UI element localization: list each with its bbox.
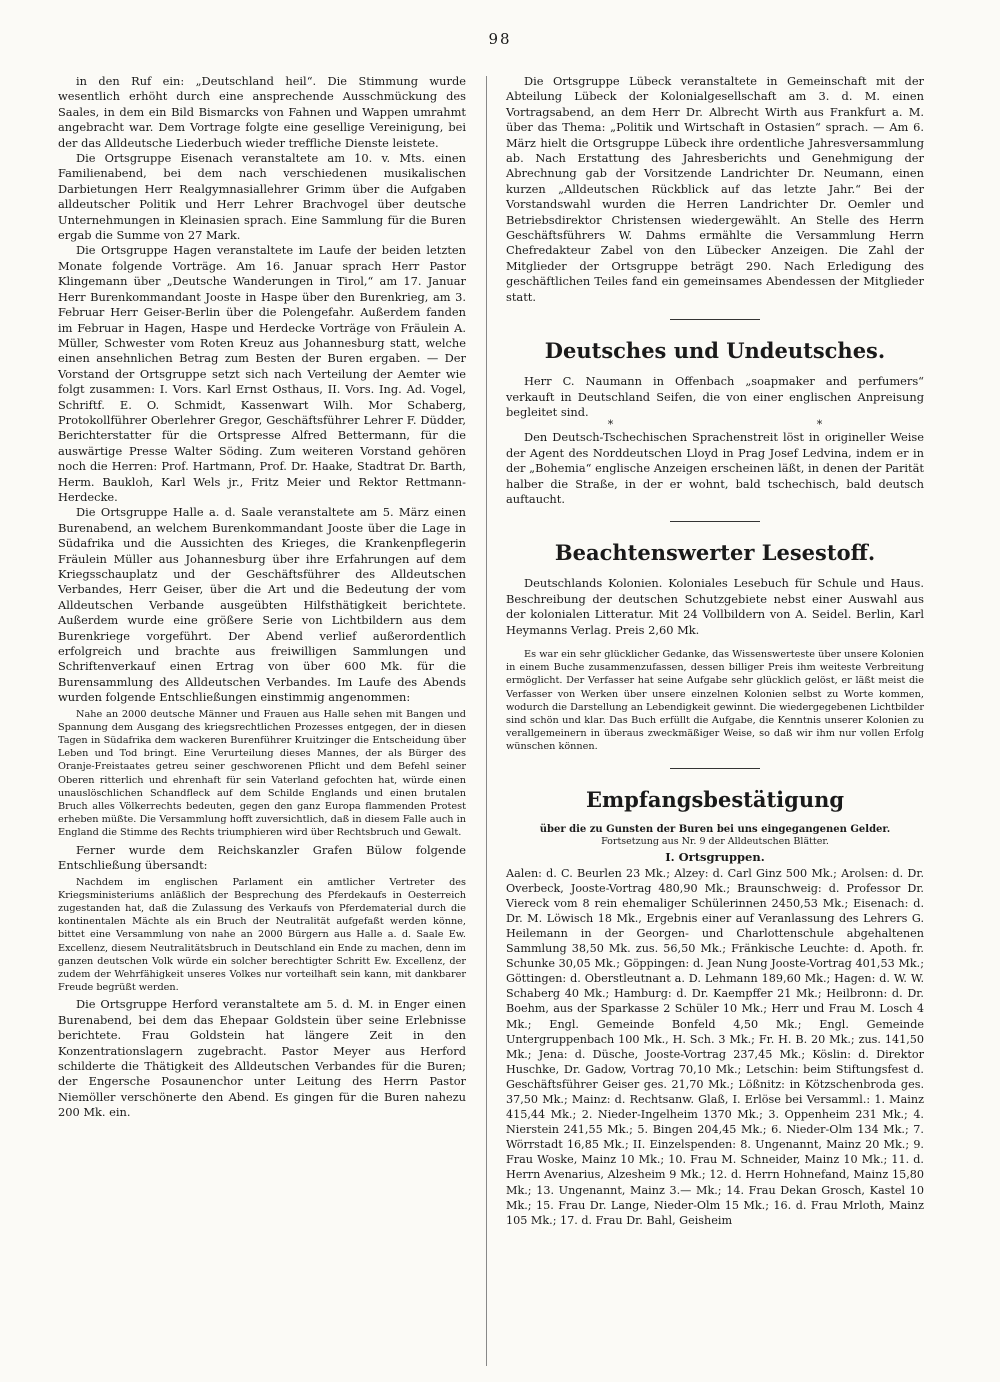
resolution-neutrality: Nachdem im englischen Parlament ein amtlicher Vertreter des Kriegsministeriums anläßlich der Besprechung des Pferdekaufs in Oesterreich zugestanden hat, daß die Zulassung des Verkaufs von Pferdematerial durch die kontinentalen Mächte als ein Bruch der Neutralität aufgefaßt werden könne, bittet eine Versammlung von nahe an 2000 Bürgern aus Halle a. d. Saale Ew. Excellenz, diesem Neutralitätsbruch in Deutschland ein Ende zu machen, denn im ganzen deutschen Volk würde ein solcher berechtigter Schritt Ew. Excellenz, der zudem der Wehrfähigkeit unseres Volkes nur vorteilhaft sein kann, mit dankbarer Freude begrüßt werden. xyxy=(58,876,466,994)
paragraph-eisenach: Die Ortsgruppe Eisenach veranstaltete am 10. v. Mts. einen Familienabend, bei dem nach verschiedenen musikalischen Darbietungen Herr Realgymnasiallehrer Grimm über die Aufgaben alldeutscher Politik und Herr Lehrer Brachvogel über deutsche Unternehmungen in Kleinasien sprach. Eine Sammlung für die Buren ergab die Summe von 27 Mark. xyxy=(58,151,466,243)
paragraph-herford: Die Ortsgruppe Herford veranstaltete am 5. d. M. in Enger einen Burenabend, bei dem das Ehepaar Goldstein über seine Erlebnisse berichtete. Frau Goldstein hat längere Zeit in den Konzentrationslagern zugebracht. Pastor Meyer aus Herford schilderte die Thätigkeit des Alldeutschen Verbandes für die Buren; der Engersche Posaunenchor unter Leitung des Herrn Pastor Niemöller verschönerte den Abend. Es gingen für die Buren nahezu 200 Mk. ein. xyxy=(58,997,466,1120)
column-divider xyxy=(486,76,487,1366)
paragraph-halle: Die Ortsgruppe Halle a. d. Saale veranstaltete am 5. März einen Burenabend, an welchem Burenkommandant Jooste über die Lage in Südafrika und die Aussichten des Krieges, die Krankenpflegerin Fräulein Müller aus Johannesburg über ihre Erfahrungen auf dem Kriegsschauplatz und der Geschäftsführer des Alldeutschen Verbandes, Herr Geiser, über die Art und die Bedeutung der vom Alldeutschen Verbande ausgeübten Hilfsthätigkeit berichtete. Außerdem wurde eine größere Serie von Lichtbildern aus dem Burenkriege vorgeführt. Der Abend verlief außerordentlich erfolgreich und brachte aus freiwilligen Sammlungen und Schriftenverkauf einen Ertrag von über 600 Mk. für die Burensammlung des Alldeutschen Verbandes. Im Laufe des Abends wurden folgende Entschließungen einstimmig angenommen: xyxy=(58,505,466,705)
section-label-ortsgruppen: I. Ortsgruppen. xyxy=(665,849,765,864)
heading-empfangsbestaetigung: Empfangsbestätigung xyxy=(585,786,845,812)
subheading-buren-gelder: über die zu Gunsten der Buren bei uns eingegangenen Gelder. xyxy=(539,823,891,835)
paragraph-luebeck: Die Ortsgruppe Lübeck veranstaltete in Gemeinschaft mit der Abteilung Lübeck der Kolonialgesellschaft am 3. d. M. einen Vortragsabend, an dem Herr Dr. Albrecht Wirth aus Frankfurt a. M. über das Thema: „Politik und Wirtschaft in Ostasien“ sprach. — Am 6. März hielt die Ortsgruppe Lübeck ihre ordentliche Jahresversammlung ab. Nach Erstattung des Jahresberichts und Genehmigung der Abrechnung gab der Vorsitzende Landrichter Dr. Neumann, einen kurzen „Alldeutschen Rückblick auf das letzte Jahr.“ Bei der Vorstandswahl wurden die Herren Landrichter Dr. Oemler und Betriebsdirektor Christensen wiedergewählt. An Stelle des Herrn Geschäftsführers W. Dahms ermählte die Versammlung Herrn Chefredakteur Zabel von den Lübecker Anzeigen. Die Zahl der Mitglieder der Ortsgruppe beträgt 290. Nach Erledigung des geschäftlichen Teiles fand ein gemeinsames Abendessen der Mitglieder statt. xyxy=(506,74,924,304)
right-column xyxy=(506,74,924,1228)
asterisk-separator: * * xyxy=(607,418,923,432)
left-column xyxy=(58,74,466,1121)
paragraph-naumann: Herr C. Naumann in Offenbach „soapmaker and perfumers“ verkauft in Deutschland Seifen, die von einer englischen Anpreisung begleitet sind. xyxy=(506,374,924,419)
page-number: 98 xyxy=(488,30,512,48)
section-rule xyxy=(670,768,760,769)
section-rule xyxy=(670,319,760,320)
paragraph-buelow: Ferner wurde dem Reichskanzler Grafen Bülow folgende Entschließung übersandt: xyxy=(58,842,466,873)
subheading-fortsetzung: Fortsetzung aus Nr. 9 der Alldeutschen Blätter. xyxy=(601,835,829,847)
paragraph-hagen: Die Ortsgruppe Hagen veranstaltete im Laufe der beiden letzten Monate folgende Vorträge. Am 16. Januar sprach Herr Pastor Klingemann über „Deutsche Wanderungen in Tirol,“ am 17. Januar Herr Burenkommandant Jooste in Haspe über den Burenkrieg, am 3. Februar Herr Geiser-Berlin über die Polengefahr. Außerdem fanden im Februar in Hagen, Haspe und Herdecke Vorträge von Fräulein A. Müller, Schwester vom Roten Kreuz aus Johannesburg statt, welche einen ansehnlichen Betrag zum Besten der Buren ergaben. — Der Vorstand der Ortsgruppe setzt sich nach Verteilung der Aemter wie folgt zusammen: I. Vors. Karl Ernst Osthaus, II. Vors. Ing. Ad. Vogel, Schriftf. E. O. Schmidt, Kassenwart Wilh. Mor Schaberg, Protokollführer Oberlehrer Gregor, Geschäftsführer Lehrer F. Düdder, Berichterstatter für die Ortspresse Alfred Bettermann, für die auswärtige Presse Walter Söding. Zum weiteren Vorstand gehören noch die Herren: Prof. Hartmann, Prof. Dr. Haake, Stadtrat Dr. Barth, Herm. Baukloh, Karl Wels jr., Fritz Meier und Rektor Rettmann-Herdecke. xyxy=(58,243,466,504)
resolution-kruitzinger: Nahe an 2000 deutsche Männer und Frauen aus Halle sehen mit Bangen und Spannung dem Ausgang des kriegsrechtlichen Prozesses entgegen, der in diesen Tagen in Südafrika dem wackeren Burenführer Kruitzinger die Entscheidung über Leben und Tod bringt. Eine Verurteilung dieses Mannes, der als Bürger des Oranje-Freistaates getreu seiner geschworenen Pflicht und dem Befehl seiner Oberen ritterlich und ehrenhaft für sein Vaterland gefochten hat, würde einen unauslöschlichen Schandfleck auf dem Schilde Englands und einen brutalen Bruch alles Völkerrechts bedeuten, gegen den ganz Europa flammenden Protest erheben müßte. Die Versammlung hofft zuversichtlich, daß in diesem Falle auch in England die Stimme des Rechts triumphieren wird über Rechtsbruch und Gewalt. xyxy=(58,708,466,839)
donation-list: Aalen: d. C. Beurlen 23 Mk.; Alzey: d. Carl Ginz 500 Mk.; Arolsen: d. Dr. Overbeck, Jooste-Vortrag 480,90 Mk.; Braunschweig: d. Professor Dr. Viereck vom 8 rein ehemaliger Schülerinnen 2450,53 Mk.; Eisenach: d. Dr. M. Löwisch 18 Mk., Ergebnis einer auf Veranlassung des Lehrers G. Heilemann in der Georgen- und Charlottenschule abgehaltenen Sammlung 38,50 Mk. zus. 56,50 Mk.; Fränkische Leuchte: d. Apoth. fr. Schunke 30,05 Mk.; Göppingen: d. Jean Nung Jooste-Vortrag 401,53 Mk.; Göttingen: d. Oberstleutnant a. D. Lehmann 189,60 Mk.; Hagen: d. W. W. Schaberg 40 Mk.; Hamburg: d. Dr. Kaempffer 21 Mk.; Heilbronn: d. Dr. Boehm, aus der Sparkasse 2 Schüler 10 Mk.; Herr und Frau M. Losch 4 Mk.; Engl. Gemeinde Bonfeld 4,50 Mk.; Engl. Gemeinde Untergruppenbach 100 Mk., H. Sch. 3 Mk.; Fr. H. B. 20 Mk.; zus. 141,50 Mk.; Jena: d. Düsche, Jooste-Vortrag 237,45 Mk.; Köslin: d. Direktor Huschke, Dr. Gadow, Vortrag 70,10 Mk.; Letschin: beim Stiftungsfest d. Geschäftsführer Geiser ges. 21,70 Mk.; Lößnitz: in Kötzschenbroda ges. 37,50 Mk.; Mainz: d. Rechtsanw. Glaß, I. Erlöse bei Versamml.: 1. Mainz 415,44 Mk.; 2. Nieder-Ingelheim 1370 Mk.; 3. Oppenheim 231 Mk.; 4. Nierstein 241,55 Mk.; 5. Bingen 204,45 Mk.; 6. Nieder-Olm 134 Mk.; 7. Wörrstadt 16,85 Mk.; II. Einzelspenden: 8. Ungenannt, Mainz 20 Mk.; 9. Frau Woske, Mainz 10 Mk.; 10. Frau M. Schneider, Mainz 10 Mk.; 11. d. Herrn Avenarius, Alzesheim 9 Mk.; 12. d. Herrn Hohnefand, Mainz 15,80 Mk.; 13. Ungenannt, Mainz 3.— Mk.; 14. Frau Dekan Grosch, Kastel 10 Mk.; 15. Frau Dr. Lange, Nieder-Olm 15 Mk.; 16. d. Frau Mrloth, Mainz 105 Mk.; 17. d. Frau Dr. Bahl, Geisheim xyxy=(506,866,924,1227)
heading-lesestoff: Beachtenswerter Lesestoff. xyxy=(554,540,876,566)
paragraph-sprachenstreit: Den Deutsch-Tschechischen Sprachenstreit löst in origineller Weise der Agent des Norddeutschen Lloyd in Prag Josef Ledvina, indem er in der „Bohemia“ englische Anzeigen erscheinen läßt, in denen der Parität halber die Straße, in der er wohnt, bald tschechisch, bald deutsch auftaucht. xyxy=(506,430,924,506)
book-entry: Deutschlands Kolonien. Koloniales Lesebuch für Schule und Haus. Beschreibung der deutschen Schutzgebiete nebst einer Auswahl aus der kolonialen Litteratur. Mit 24 Vollbildern von A. Seidel. Berlin, Karl Heymanns Verlag. Preis 2,60 Mk. xyxy=(506,576,924,637)
section-rule xyxy=(670,521,760,522)
paragraph-deutschland-heil: in den Ruf ein: „Deutschland heil“. Die Stimmung wurde wesentlich erhöht durch eine ansprechende Ausschmückung des Saales, in dem ein Bild Bismarcks von Fahnen und Wappen umrahmt angebracht war. Dem Vortrage folgte eine gesellige Vereinigung, bei der das Alldeutsche Liederbuch wieder treffliche Dienste leistete. xyxy=(58,74,466,150)
book-review: Es war ein sehr glücklicher Gedanke, das Wissenswerteste über unsere Kolonien in einem Buche zusammenzufassen, dessen billiger Preis ihm weiteste Verbreitung ermöglicht. Der Verfasser hat seine Aufgabe sehr glücklich gelöst, er läßt meist die Verfasser von Werken über unsere einzelnen Kolonien selbst zu Worte kommen, wodurch die Darstellung an Lebendigkeit gewinnt. Die wiedergegebenen Lichtbilder sind schön und klar. Das Buch erfüllt die Aufgabe, die Kenntnis unserer Kolonien zu verallgemeinern in überaus zweckmäßiger Weise, so daß wir ihm nur vollen Erfolg wünschen können. xyxy=(506,648,924,753)
heading-deutsches-undeutsches: Deutsches und Undeutsches. xyxy=(544,338,886,364)
